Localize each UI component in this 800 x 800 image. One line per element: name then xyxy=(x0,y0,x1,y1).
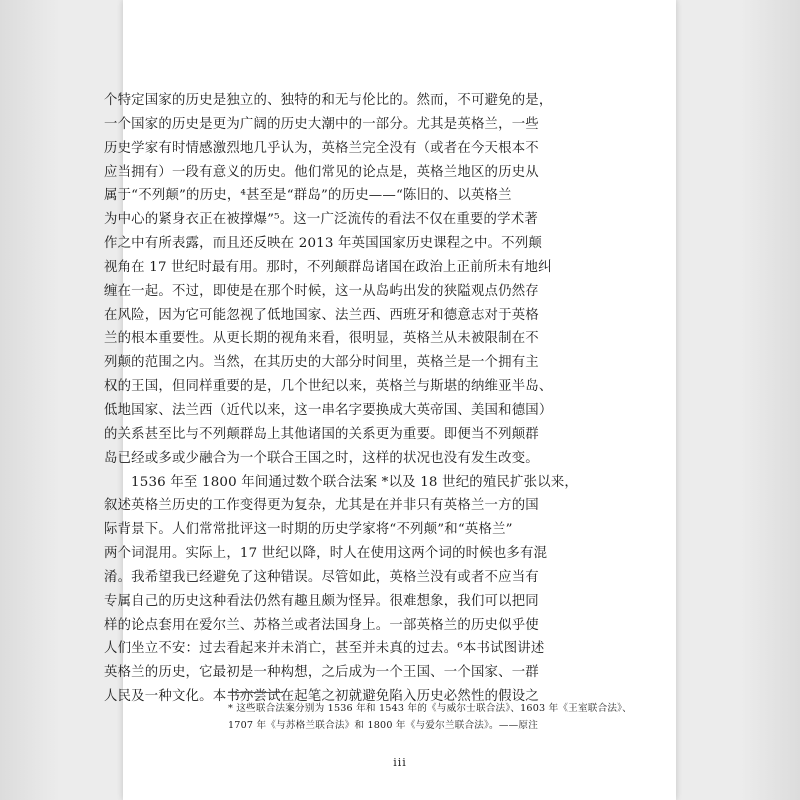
text-line: 作之中有所表露，而且还反映在 2013 年英国国家历史课程之中。不列颠 xyxy=(104,236,542,252)
paragraph-1 xyxy=(104,89,604,471)
page-number: iii xyxy=(393,756,407,769)
footnote-line: 1707 年《与苏格兰联合法》和 1800 年《与爱尔兰联合法》。——原注 xyxy=(228,720,539,731)
text-line: 应当拥有）一段有意义的历史。他们常见的论点是，英格兰地区的历史从 xyxy=(104,164,539,180)
text-line: 际背景下。人们常常批评这一时期的历史学家将“不列颠”和“英格兰” xyxy=(104,522,513,538)
text-line: 英格兰的历史，它最初是一种构想，之后成为一个王国、一个国家、一群 xyxy=(104,665,539,681)
text-line: 专属自己的历史这种看法仍然有趣且颇为怪异。很难想象，我们可以把同 xyxy=(104,593,539,609)
footnote-separator xyxy=(228,692,283,693)
text-line: 列颠的范围之内。当然，在其历史的大部分时间里，英格兰是一个拥有主 xyxy=(104,355,539,371)
text-line: 个特定国家的历史是独立的、独特的和无与伦比的。然而，不可避免的是， xyxy=(104,93,553,108)
text-line: 1536 年至 1800 年间通过数个联合法案 *以及 18 世纪的殖民扩张以来， xyxy=(131,474,579,490)
text-line: 淆。我希望我已经避免了这种错误。尽管如此，英格兰没有或者不应当有 xyxy=(104,569,539,585)
page-body xyxy=(104,89,604,709)
text-line: 一个国家的历史是更为广阔的历史大潮中的一部分。尤其是英格兰，一些 xyxy=(104,116,539,132)
footnote xyxy=(228,700,708,734)
text-line: 样的论点套用在爱尔兰、苏格兰或者法国身上。一部英格兰的历史似乎使 xyxy=(104,617,539,633)
text-line: 兰的根本重要性。从更长期的视角来看，很明显，英格兰从未被限制在不 xyxy=(104,331,539,347)
text-line: 人们坐立不安：过去看起来并未消亡，甚至并未真的过去。⁶本书试图讲述 xyxy=(104,641,545,657)
text-line: 历史学家有时情感激烈地几乎认为，英格兰完全没有（或者在今天根本不 xyxy=(104,140,539,156)
text-line: 在风险，因为它可能忽视了低地国家、法兰西、西班牙和德意志对于英格 xyxy=(104,307,539,323)
text-line: 视角在 17 世纪时最有用。那时，不列颠群岛诸国在政治上正前所未有地纠 xyxy=(104,259,552,275)
text-line: 人民及一种文化。本书亦尝试在起笔之初就避免陷入历史必然性的假设之 xyxy=(104,689,539,705)
text-line: 的关系甚至比与不列颠群岛上其他诸国的关系更为重要。即便当不列颠群 xyxy=(104,426,539,442)
text-line: 岛已经或多或少融合为一个联合王国之时，这样的状况也没有发生改变。 xyxy=(104,450,539,466)
text-line: 权的王国，但同样重要的是，几个世纪以来，英格兰与斯堪的纳维亚半岛、 xyxy=(104,379,553,395)
text-line: 叙述英格兰历史的工作变得更为复杂，尤其是在并非只有英格兰一方的国 xyxy=(104,498,539,514)
paragraph-2 xyxy=(104,471,604,709)
text-line: 为中心的紧身衣正在被撑爆”⁵。这一广泛流传的看法不仅在重要的学术著 xyxy=(104,212,538,228)
text-line: 低地国家、法兰西（近代以来，这一串名字要换成大英帝国、美国和德国） xyxy=(104,402,553,418)
text-line: 缠在一起。不过，即使是在那个时候，这一从岛屿出发的狭隘观点仍然存 xyxy=(104,283,539,299)
text-line: 两个词混用。实际上，17 世纪以降，时人在使用这两个词的时候也多有混 xyxy=(104,546,548,562)
footnote-line: * 这些联合法案分别为 1536 年和 1543 年的《与威尔士联合法》、1603 年《王室联合法》、 xyxy=(228,703,632,714)
text-line: 属于“不列颠”的历史，⁴甚至是“群岛”的历史——“陈旧的、以英格兰 xyxy=(104,188,512,204)
